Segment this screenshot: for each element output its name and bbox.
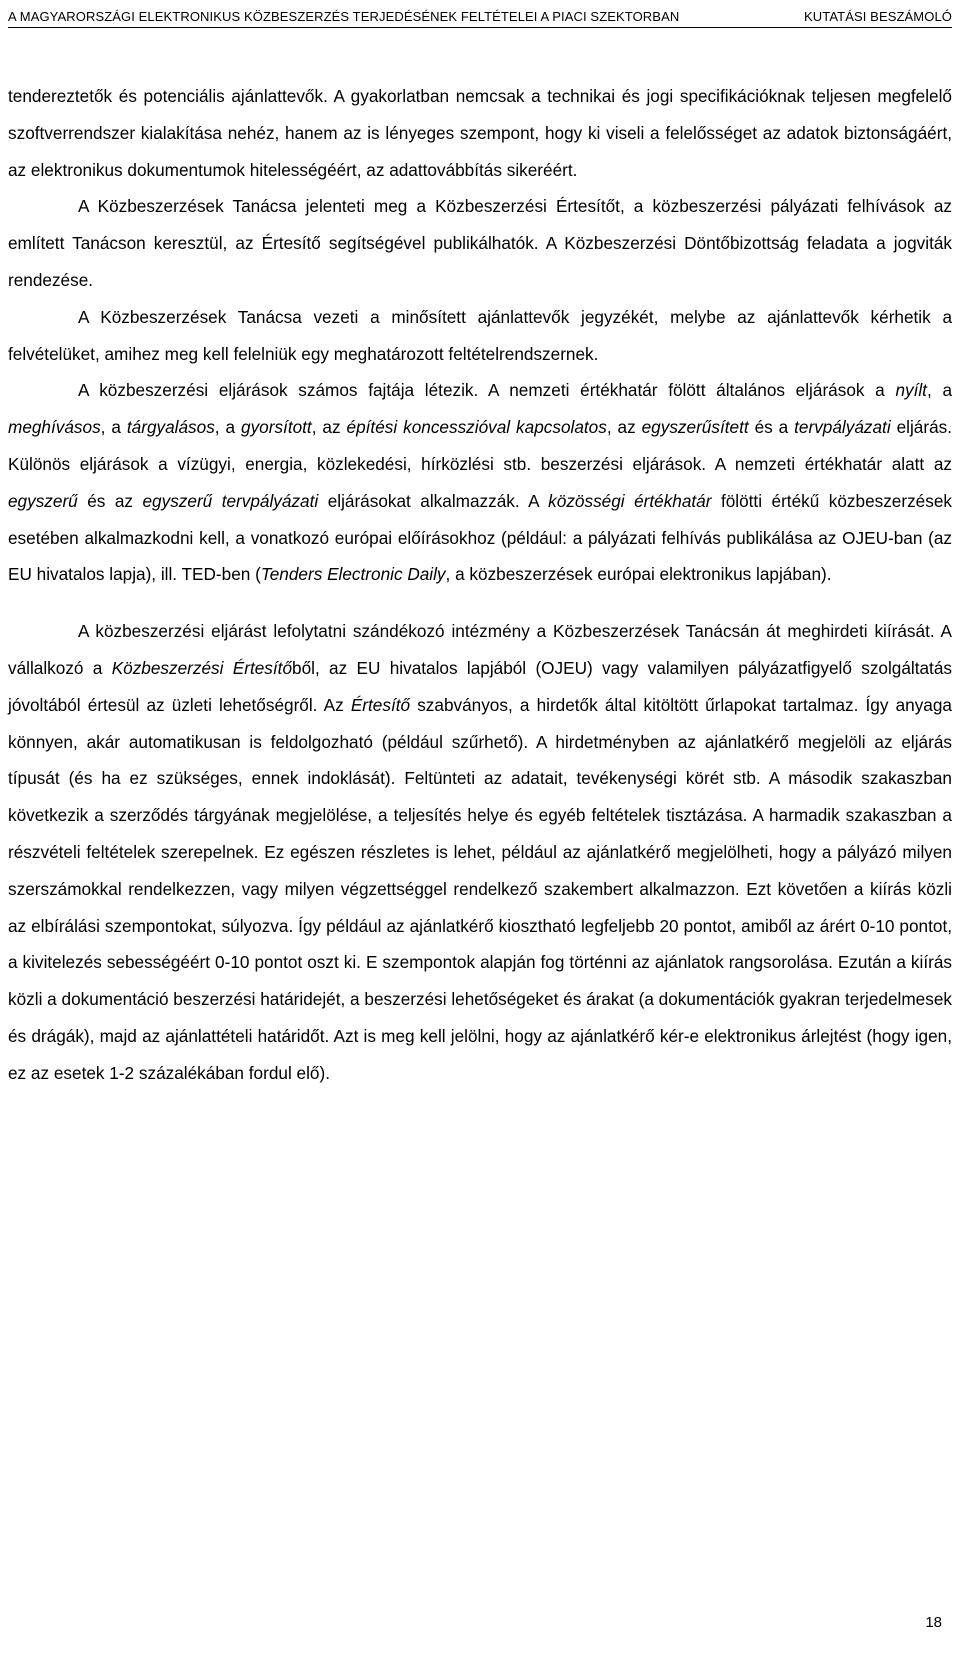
italic-term: tárgyalásos [126,417,215,438]
italic-term: egyszerű tervpályázati [142,490,319,511]
paragraph-qualified-bidders [8,299,952,373]
paragraph-procedure-types [8,372,952,593]
text-run: ből, az EU hivatalos lapjából (OJEU) vagy valamilyen pályázatfigyelő szolgáltatás jóvoltából értesül az üzleti lehetőségről. Az [8,657,952,715]
paragraph-text: tendereztetők és potenciális ajánlattevők. A gyakorlatban nemcsak a technikai és jogi specifikációknak teljesen megfelelő szoftverrendszer kialakítása nehéz, hanem az is lényeges szempont, hogy ki viseli a felelősséget az adatok biztonságáért, az elektronikus dokumentumok hitelességéért, az adattovábbítás sikeréért. [8,86,952,180]
italic-term: Tenders Electronic Daily [260,564,446,585]
header-title: A MAGYARORSZÁGI ELEKTRONIKUS KÖZBESZERZÉS TERJEDÉSÉNEK FELTÉTELEI A PIACI SZEKTORBAN [8,9,680,24]
italic-term: Értesítő [350,694,411,715]
text-run: , a [100,417,127,438]
text-run: A közbeszerzési eljárások számos fajtája létezik. A nemzeti értékhatár fölött általános eljárások a [78,380,896,401]
text-run: , a közbeszerzések európai elektronikus lapjában). [445,564,832,585]
text-run: , a [214,417,242,438]
text-run: fölötti értékű közbeszerzések esetében alkalmazkodni kell, a vonatkozó európai előírásokhoz (például: a pályázati felhívás publikálása az OJEU-ban (az EU hivatalos lapja), ill. TED-ben ( [8,490,952,585]
text-run: eljárásokat alkalmazzák. A [318,490,549,511]
document-body [8,78,952,1092]
paragraph-council [8,188,952,298]
italic-term: gyorsított [241,417,312,438]
italic-term: építési koncesszióval kapcsolatos [346,417,607,438]
page-number: 18 [925,1614,942,1631]
italic-term: Közbeszerzési Értesítő [111,657,293,678]
italic-term: egyszerűsített [641,417,749,438]
paragraph-text: A Közbeszerzések Tanácsa vezeti a minősített ajánlattevők jegyzékét, melybe az ajánlattevők kérhetik a felvételüket, amihez meg kell felelniük egy meghatározott feltételrendszernek. [8,306,952,364]
text-run: , a [926,380,953,401]
running-header [8,2,952,28]
paragraph-text: A Közbeszerzések Tanácsa jelenteti meg a Közbeszerzési Értesítőt, a közbeszerzési pályázati felhívások az említett Tanácson keresztül, az Értesítő segítségével publikálhatók. A Közbeszerzési Döntőbizottság feladata a jogviták rendezése. [8,196,952,290]
text-run: , az [311,417,347,438]
text-run: , az [606,417,642,438]
header-report-label: KUTATÁSI BESZÁMOLÓ [804,9,952,24]
italic-term: tervpályázati [794,417,891,438]
italic-term: meghívásos [8,417,101,438]
text-run: A közbeszerzési eljárást lefolytatni szándékozó intézmény a Közbeszerzések Tanácsán át meghirdeti kiírását. A vállalkozó a [8,621,952,678]
text-run: és a [748,417,795,438]
italic-term: nyílt [895,380,927,401]
paragraph-continuation [8,78,952,188]
text-run: szabványos, a hirdetők által kitöltött űrlapokat tartalmaz. Így anyaga könnyen, akár automatikusan is feldolgozható (például szűrhető). A hirdetményben az ajánlatkérő megjelöli az eljárás típusát (és ha ez szükséges, ennek indoklását). Feltünteti az adatait, tevékenységi körét stb. A második szakaszban következik a szerződés tárgyának megjelölése, a teljesítés helye és egyéb feltételek tisztázása. A harmadik szakaszban a részvételi feltételek szerepelnek. Ez egészen részletes is lehet, például az ajánlatkérő megjelölheti, hogy a pályázó milyen szerszámokkal rendelkezzen, vagy milyen végzettséggel rendelkező szakembert alkalmazzon. Ezt követően a kiírás közli az elbírálási szempontokat, súlyozva. Így például az ajánlatkérő kiosztható legfeljebb 20 pontot, amiből az árért 0-10 pontot, a kivitelezés sebességéért 0-10 pontot oszt ki. E szempontok alapján fog történni az ajánlatok rangsorolása. Ezután a kiírás közli a dokumentáció beszerzési határidejét, a beszerzési lehetőségeket és árakat (a dokumentációk gyakran terjedelmesek és drágák), majd az ajánlattételi határidőt. Azt is meg kell jelölni, hogy az ajánlatkérő kér-e elektronikus árlejtést (hogy igen, ez az esetek 1-2 százalékában fordul elő). [8,694,952,1083]
italic-term: közösségi értékhatár [548,490,712,511]
text-run: és az [77,490,143,511]
paragraph-announcement [8,613,952,1091]
text-run: eljárás. Különös eljárások a vízügyi, energia, közlekedési, hírközlési stb. beszerzési eljárások. A nemzeti értékhatár alatt az [8,417,953,474]
italic-term: egyszerű [8,490,78,511]
